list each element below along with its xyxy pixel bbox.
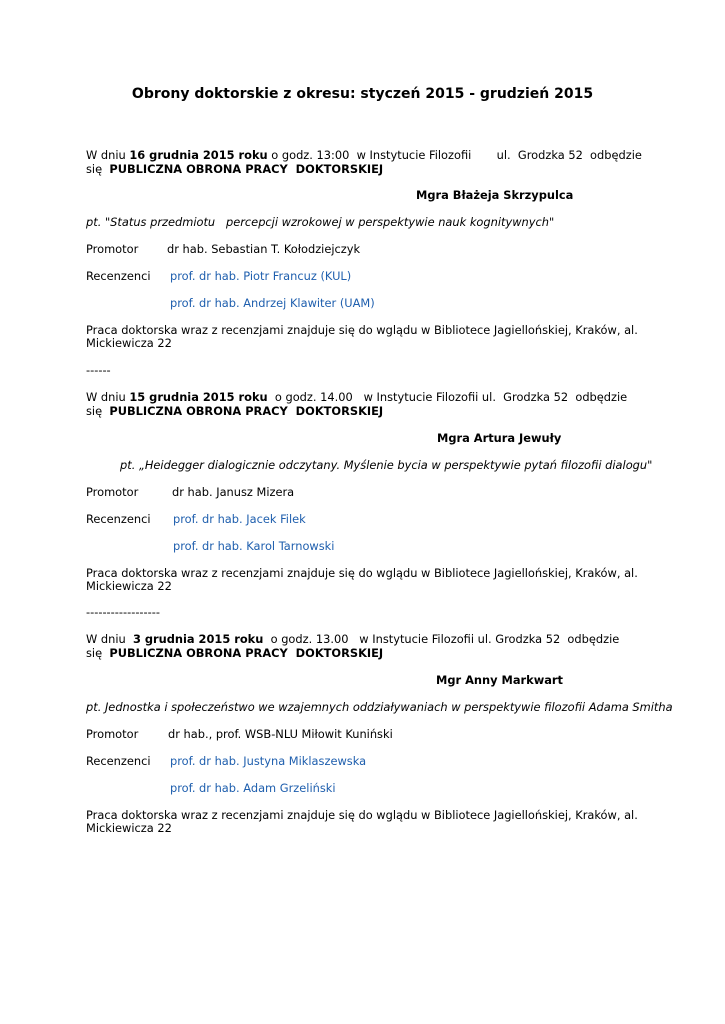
intro-continuation: się bbox=[86, 162, 110, 176]
intro-location: o godz. 14.00 w Instytucie Filozofii ul. Grodzka 52 odbędzie bbox=[267, 390, 628, 404]
event-name: PUBLICZNA OBRONA PRACY DOKTORSKIEJ bbox=[109, 162, 384, 176]
thesis-prefix: pt. bbox=[86, 700, 105, 714]
defense-date: 15 grudnia 2015 roku bbox=[129, 390, 268, 404]
separator: ------ bbox=[86, 363, 111, 377]
reviewers-label: Recenzenci bbox=[86, 269, 151, 283]
reviewer-2: prof. dr hab. Andrzej Klawiter (UAM) bbox=[170, 296, 375, 310]
reviewer-2: prof. dr hab. Karol Tarnowski bbox=[173, 539, 335, 553]
availability-note: Praca doktorska wraz z recenzjami znajduje się do wglądu w Bibliotece Jagiellońskiej, Kraków, al. bbox=[86, 808, 638, 822]
event-name: PUBLICZNA OBRONA PRACY DOKTORSKIEJ bbox=[109, 646, 384, 660]
reviewers-label: Recenzenci bbox=[86, 754, 151, 768]
availability-note: Praca doktorska wraz z recenzjami znajduje się do wglądu w Bibliotece Jagiellońskiej, Kraków, al. bbox=[86, 323, 638, 337]
thesis-title: pt. "Status przedmiotu percepcji wzrokowej w perspektywie nauk kognitywnych" bbox=[86, 215, 555, 229]
availability-address: Mickiewicza 22 bbox=[86, 579, 172, 593]
promotor-label: Promotor bbox=[86, 727, 139, 741]
candidate-name: Mgra Błażeja Skrzypulca bbox=[416, 188, 574, 202]
promotor-name: dr hab. Janusz Mizera bbox=[172, 485, 295, 499]
intro-continuation: się bbox=[86, 646, 110, 660]
reviewer-1: prof. dr hab. Jacek Filek bbox=[173, 512, 306, 526]
thesis-title: pt. „Heidegger dialogicznie odczytany. Myślenie bycia w perspektywie pytań filozofii dialogu" bbox=[120, 458, 653, 472]
event-line bbox=[86, 404, 383, 418]
candidate-name: Mgr Anny Markwart bbox=[436, 673, 563, 687]
defense-date: 3 grudnia 2015 roku bbox=[132, 632, 264, 646]
promotor-label: Promotor bbox=[86, 485, 139, 499]
thesis-text: Jednostka i społeczeństwo we wzajemnych oddziaływaniach w perspektywie filozofii Adama Smitha bbox=[104, 700, 673, 714]
intro-prefix: W dniu bbox=[86, 148, 130, 162]
reviewers-label: Recenzenci bbox=[86, 512, 151, 526]
intro-prefix: W dniu bbox=[86, 632, 133, 646]
candidate-name: Mgra Artura Jewuły bbox=[437, 431, 562, 445]
intro-location: o godz. 13.00 w Instytucie Filozofii ul. Grodzka 52 odbędzie bbox=[263, 632, 620, 646]
intro-prefix: W dniu bbox=[86, 390, 130, 404]
reviewer-2: prof. dr hab. Adam Grzeliński bbox=[170, 781, 336, 795]
promotor-name: dr hab., prof. WSB-NLU Miłowit Kuniński bbox=[168, 727, 393, 741]
thesis-title bbox=[86, 700, 673, 714]
reviewer-1: prof. dr hab. Piotr Francuz (KUL) bbox=[170, 269, 352, 283]
intro-line bbox=[86, 632, 619, 646]
availability-address: Mickiewicza 22 bbox=[86, 821, 172, 835]
intro-location: o godz. 13:00 w Instytucie Filozofii ul. Grodzka 52 odbędzie bbox=[267, 148, 642, 162]
event-name: PUBLICZNA OBRONA PRACY DOKTORSKIEJ bbox=[109, 404, 384, 418]
intro-line bbox=[86, 390, 627, 404]
promotor-name: dr hab. Sebastian T. Kołodziejczyk bbox=[167, 242, 361, 256]
event-line bbox=[86, 162, 383, 176]
intro-continuation: się bbox=[86, 404, 110, 418]
defense-date: 16 grudnia 2015 roku bbox=[129, 148, 268, 162]
promotor-label: Promotor bbox=[86, 242, 139, 256]
reviewer-1: prof. dr hab. Justyna Miklaszewska bbox=[170, 754, 367, 768]
separator: ------------------ bbox=[86, 605, 160, 619]
availability-address: Mickiewicza 22 bbox=[86, 336, 172, 350]
event-line bbox=[86, 646, 383, 660]
availability-note: Praca doktorska wraz z recenzjami znajduje się do wglądu w Bibliotece Jagiellońskiej, Kraków, al. bbox=[86, 566, 638, 580]
page-title: Obrony doktorskie z okresu: styczeń 2015 - grudzień 2015 bbox=[131, 86, 594, 102]
intro-line bbox=[86, 148, 642, 162]
